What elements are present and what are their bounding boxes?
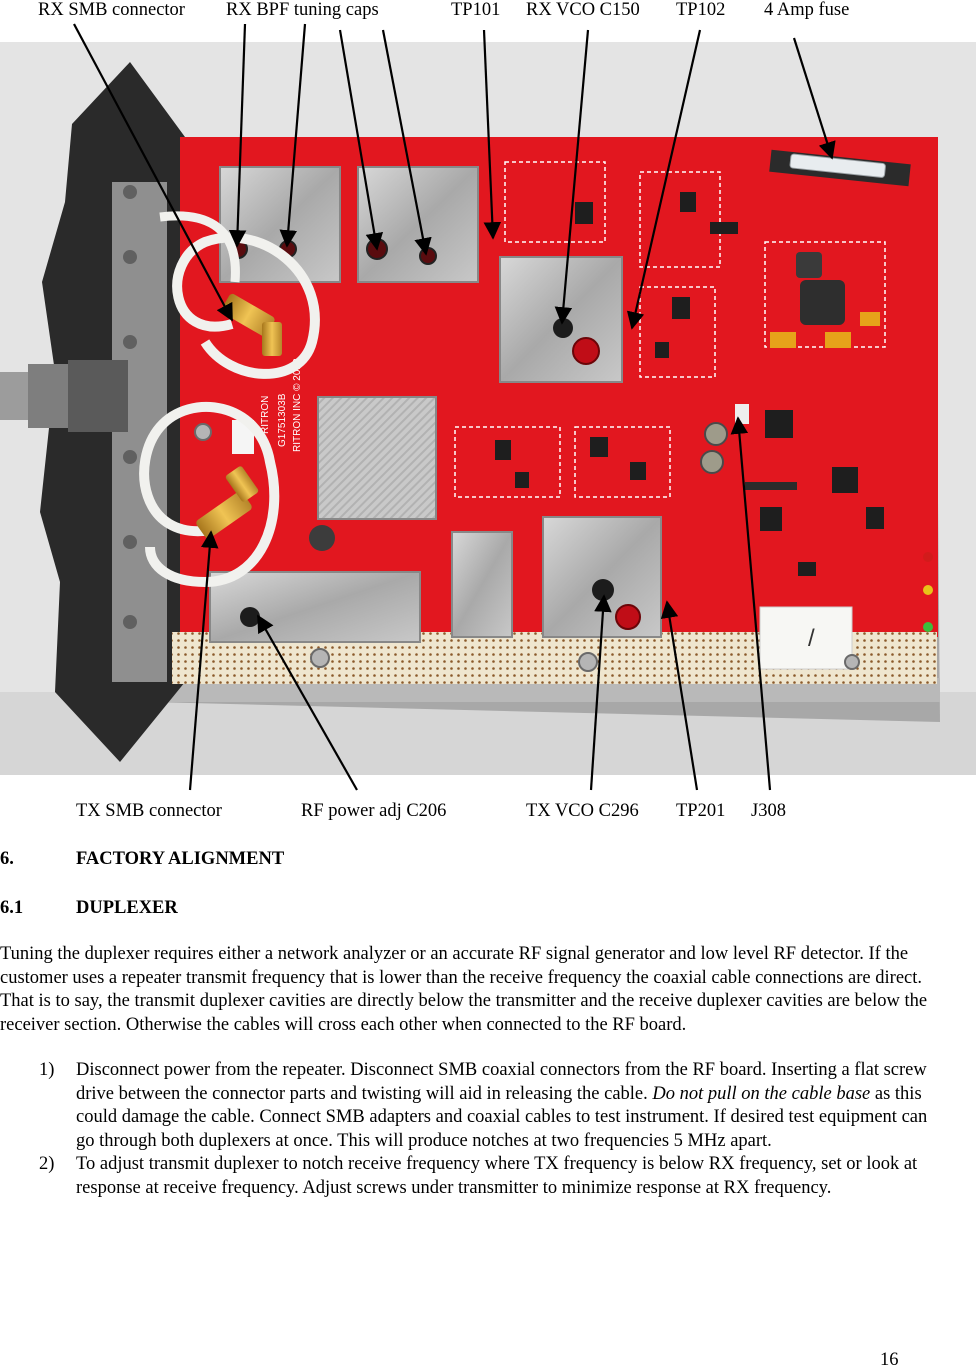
sticker-mark: /: [808, 625, 815, 652]
standoff-screw: [309, 525, 335, 551]
subsection-number: 6.1: [0, 898, 24, 918]
header-pins: [745, 482, 797, 490]
label-rx-bpf-tuning-caps: RX BPF tuning caps: [226, 0, 379, 20]
subsection-title: DUPLEXER: [76, 898, 178, 918]
step-number: 1): [39, 1060, 55, 1080]
inductor-small: [796, 252, 822, 278]
step-number: 2): [39, 1154, 55, 1174]
rf-power-adj-c206-hole: [240, 607, 260, 627]
section-title: FACTORY ALIGNMENT: [76, 849, 285, 869]
label-tx-vco-c296: TX VCO C296: [526, 801, 639, 821]
pcb-photo: [0, 42, 976, 775]
subsection-heading: [0, 897, 600, 919]
steps-list: [0, 1059, 930, 1200]
inductor-large: [800, 280, 845, 325]
label-tp102: TP102: [676, 0, 726, 20]
label-rx-smb-connector: RX SMB connector: [38, 0, 185, 20]
section-heading: [0, 848, 600, 870]
rx-vco-c150-hole: [553, 318, 573, 338]
tx-vco-shield: [543, 517, 661, 637]
label-tx-smb-connector: TX SMB connector: [76, 801, 222, 821]
intro-paragraph: Tuning the duplexer requires either a network analyzer or an accurate RF signal generator and low level RF detector. If the customer uses a repeater transmit frequency that is lower than the receive frequency the coaxial cable connections are direct. That is to say, the transmit duplexer cavities are directly below the transmitter and the receive duplexer cavities are below the receiver section. Otherwise the cables will cross each other when connected to the RF board.: [0, 944, 928, 1035]
label-4-amp-fuse: 4 Amp fuse: [764, 0, 850, 20]
tx-vco-c296-hole: [592, 579, 614, 601]
n-connector-nut: [28, 364, 68, 428]
n-connector-base: [68, 360, 128, 432]
pa-shield-small: [452, 532, 512, 637]
section-number: 6.: [0, 849, 14, 869]
j308-header: [735, 404, 749, 424]
step-warning-emphasis: Do not pull on the cable base: [652, 1083, 871, 1104]
center-shield: [318, 397, 436, 519]
label-j308: J308: [751, 801, 786, 821]
page-number: 16: [880, 1350, 899, 1370]
rx-bpf-shield-2: [358, 167, 478, 282]
svg-text:G1751303B: G1751303B: [277, 393, 288, 447]
label-tp201: TP201: [676, 801, 726, 821]
list-item: [0, 1059, 930, 1153]
white-sticker: [760, 607, 852, 669]
tx-heatsink: [210, 572, 420, 642]
svg-text:RITRON INC © 2018: RITRON INC © 2018: [292, 358, 303, 452]
step-text: Disconnect power from the repeater. Disconnect SMB coaxial connectors from the RF board. Inserting a flat screw drive between the connector parts and twisting will aid in releasing the cable.: [76, 1060, 927, 1104]
step-text: To adjust transmit duplexer to notch receive frequency where TX frequency is below RX frequency, set or look at response at receive frequency. Adjust screws under transmitter to minimize response at RX frequency.: [76, 1154, 918, 1198]
label-tp101: TP101: [451, 0, 501, 20]
rx-vco-red-trimmer: [573, 338, 599, 364]
tx-vco-red-trimmer: [616, 605, 640, 629]
svg-text:RITRON: RITRON: [260, 395, 271, 434]
label-rf-power-adj-c206: RF power adj C206: [301, 801, 447, 821]
step-text-continued: as this could damage the cable. Connect SMB adapters and coaxial cables to test instrument. If desired test equipment can go through both duplexers at once. This will produce notches at two frequencies 5 MHz apart.: [76, 1083, 928, 1151]
list-item: [0, 1153, 930, 1200]
label-rx-vco-c150: RX VCO C150: [526, 0, 640, 20]
